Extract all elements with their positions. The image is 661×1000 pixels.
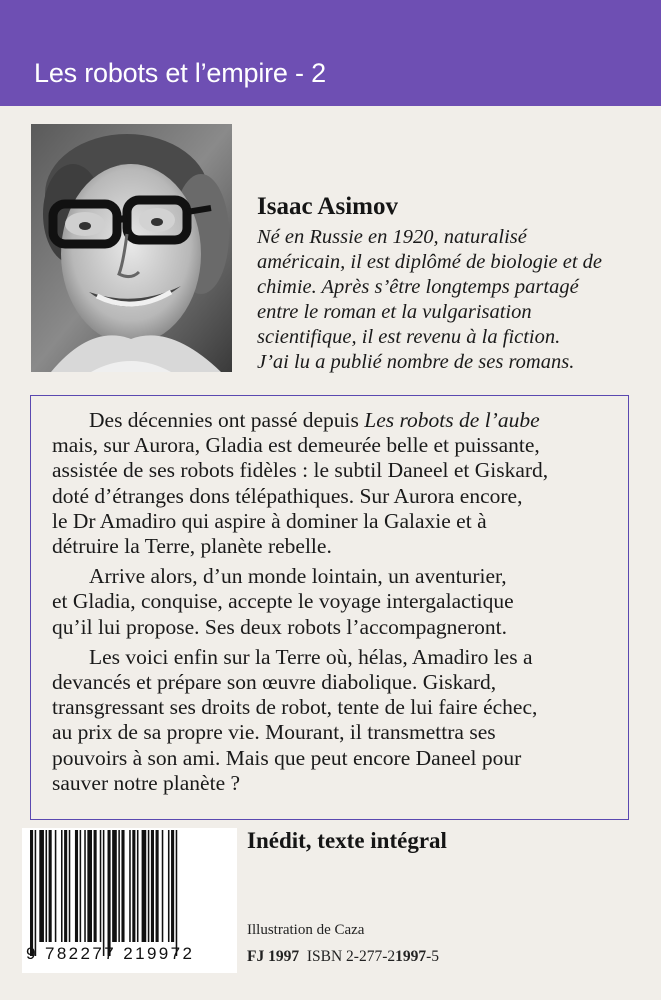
barcode-bar xyxy=(55,830,57,942)
synopsis-line: Arrive alors, d’un monde lointain, un aventurier, xyxy=(89,564,507,589)
barcode-bar xyxy=(108,830,111,956)
barcode-bar xyxy=(49,830,52,942)
isbn-line xyxy=(247,948,439,966)
bio-line: américain, il est diplômé de biologie et de xyxy=(257,251,603,273)
series-code: FJ 1997 xyxy=(247,948,300,965)
barcode-bar xyxy=(84,830,86,942)
barcode-bar xyxy=(151,830,154,942)
book-reference: Les robots de l’aube xyxy=(364,408,540,432)
barcode-bar xyxy=(162,830,164,942)
author-photo xyxy=(31,124,232,372)
synopsis-line: Les voici enfin sur la Terre où, hélas, Amadiro les a xyxy=(89,644,533,669)
synopsis-line: mais, sur Aurora, Gladia est demeurée belle et puissante, xyxy=(52,433,540,458)
book-title: Les robots et l’empire - 2 xyxy=(34,58,326,88)
author-portrait-image xyxy=(31,124,232,372)
barcode-bar xyxy=(137,830,139,942)
barcode-bar xyxy=(142,830,147,942)
barcode-bar xyxy=(121,830,124,942)
synopsis-line: assistée de ses robots fidèles : le subtil Daneel et Giskard, xyxy=(52,458,549,483)
barcode-bar xyxy=(69,830,71,942)
barcode-bar xyxy=(103,830,105,956)
synopsis-line: au prix de sa propre vie. Mourant, il transmettra ses xyxy=(52,720,496,745)
author-name: Isaac Asimov xyxy=(257,193,398,220)
synopsis-text xyxy=(52,408,632,796)
synopsis-line: le Dr Amadiro qui aspire à dominer la Galaxie et à xyxy=(52,508,487,533)
barcode-bar xyxy=(87,830,92,942)
barcode-bar xyxy=(129,830,131,942)
barcode-bar xyxy=(39,830,44,942)
barcode-bar xyxy=(61,830,63,942)
synopsis-line: transgressant ses droits de robot, tente de lui faire échec, xyxy=(52,695,538,720)
bio-line: chimie. Après s’être longtemps partagé xyxy=(257,276,579,298)
barcode-bar xyxy=(112,830,117,942)
bio-line: entre le roman et la vulgarisation xyxy=(257,301,532,323)
barcode-bar xyxy=(148,830,150,942)
barcode-bar xyxy=(80,830,82,942)
barcode-bar xyxy=(132,830,135,942)
isbn-bold: 1997 xyxy=(395,948,427,965)
illustration-credit: Illustration de Caza xyxy=(247,922,365,938)
synopsis-line: pouvoirs à son ami. Mais que peut encore Daneel pour xyxy=(52,745,522,770)
synopsis-line: doté d’étranges dons télépathiques. Sur Aurora encore, xyxy=(52,483,523,508)
synopsis-line: devancés et prépare son œuvre diabolique. Giskard, xyxy=(52,670,497,695)
barcode-number: 9 782277 219972 xyxy=(26,944,195,963)
synopsis-line: détruire la Terre, planète rebelle. xyxy=(52,534,332,559)
header-band xyxy=(0,0,661,106)
author-bio xyxy=(257,225,657,375)
barcode-bar xyxy=(30,830,33,956)
barcode-bar xyxy=(168,830,170,942)
synopsis-line: sauver notre planète ? xyxy=(52,770,241,795)
barcode-bar xyxy=(118,830,120,942)
barcode-bar xyxy=(171,830,174,942)
barcode-bar xyxy=(176,830,178,956)
bio-line: J’ai lu a publié nombre de ses romans. xyxy=(257,351,575,373)
bio-line: scientifique, il est revenu à la fiction. xyxy=(257,326,561,348)
synopsis-line: et Gladia, conquise, accepte le voyage intergalactique xyxy=(52,589,514,614)
barcode-bar xyxy=(94,830,97,942)
synopsis-line: Des décennies ont passé depuis Les robots de l’aube xyxy=(89,408,540,432)
isbn-suffix: -5 xyxy=(426,948,440,965)
bio-line: Né en Russie en 1920, naturalisé xyxy=(257,226,527,248)
barcode-bar xyxy=(64,830,67,942)
barcode-bar xyxy=(75,830,78,942)
barcode-bar xyxy=(156,830,159,942)
barcode-bar xyxy=(46,830,48,942)
barcode-bar xyxy=(35,830,37,956)
barcode-bar xyxy=(100,830,102,942)
synopsis-line: qu’il lui propose. Ses deux robots l’accompagneront. xyxy=(52,614,507,639)
unpublished-label: Inédit, texte intégral xyxy=(247,828,447,853)
isbn-prefix: ISBN 2-277-2 xyxy=(306,948,396,965)
